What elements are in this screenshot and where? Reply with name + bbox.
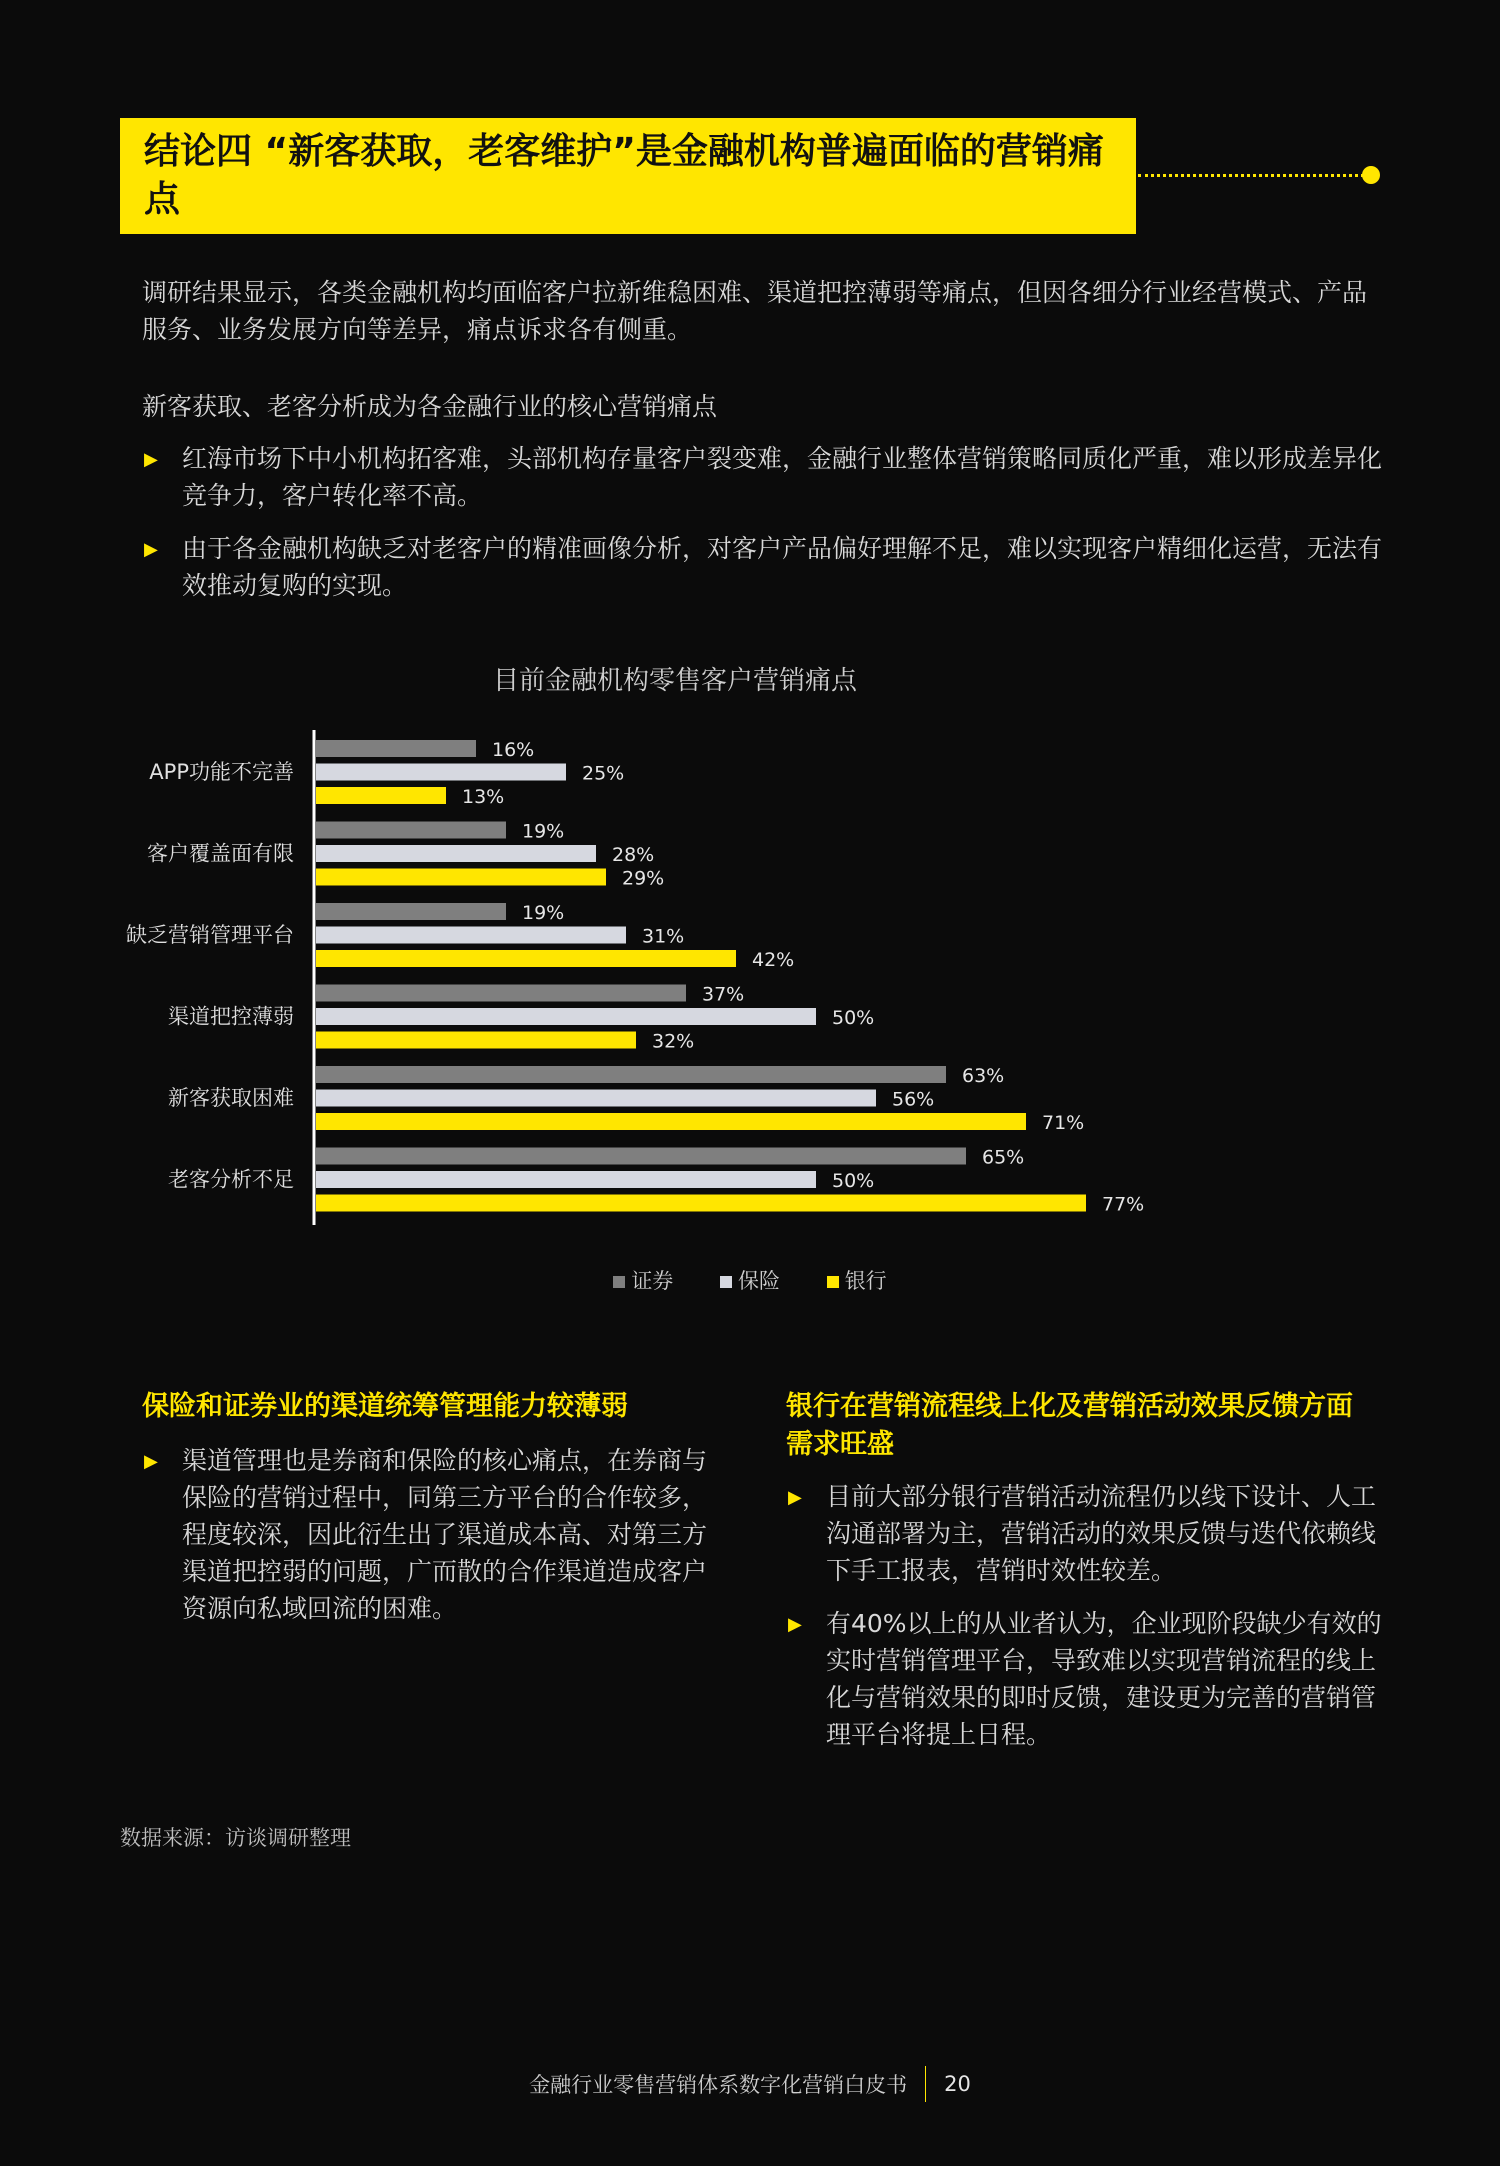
list-item [142,530,1382,604]
chart-legend [0,1265,1500,1295]
data-label: 19% [522,820,565,843]
legend-swatch-insurance [720,1276,732,1288]
bullet-text: 有40%以上的从业者认为，企业现阶段缺少有效的实时营销管理平台，导致难以实现营销流程的线上化与营销效果的即时反馈，建设更为完善的营销管理平台将提上日程。 [826,1609,1382,1749]
right-column-list [786,1478,1386,1769]
title-banner [120,118,1136,234]
main-bullet-list [142,440,1382,620]
bullet-text: 目前大部分银行营销活动流程仍以线下设计、人工沟通部署为主，营销活动的效果反馈与迭代依赖线下手工报表，营销时效性较差。 [826,1482,1377,1585]
chart-title: 目前金融机构零售客户营销痛点 [492,666,857,696]
legend-item-securities [613,1265,673,1295]
left-column-list [142,1442,720,1643]
category-label: 客户覆盖面有限 [147,841,294,866]
data-label: 56% [892,1088,935,1111]
category-label: 渠道把控薄弱 [168,1004,294,1029]
right-column-heading: 银行在营销流程线上化及营销活动效果反馈方面需求旺盛 [786,1391,1353,1460]
category-label: 缺乏营销管理平台 [126,923,294,947]
data-label: 28% [612,844,655,866]
data-label: 63% [962,1065,1005,1087]
bar-证券 [316,1066,946,1083]
bullet-text: 红海市场下中小机构拓客难，头部机构存量客户裂变难，金融行业整体营销策略同质化严重，难以形成差异化竞争力，客户转化率不高。 [182,444,1383,510]
bar-保险 [316,845,596,862]
data-label: 25% [582,762,625,785]
triangle-bullet-icon: ▶ [144,449,158,470]
bar-银行 [316,950,736,967]
triangle-bullet-icon: ▶ [144,539,158,560]
bar-保险 [316,1008,816,1025]
bar-银行 [316,869,606,886]
data-label: 42% [752,949,795,971]
list-item [142,440,1382,514]
bar-证券 [316,985,686,1002]
category-label: 新客获取困难 [168,1086,294,1110]
bar-银行 [316,1195,1086,1212]
bar-银行 [316,1113,1026,1130]
page-number: 20 [944,2072,971,2096]
triangle-bullet-icon: ▶ [788,1487,802,1508]
triangle-bullet-icon: ▶ [144,1451,158,1472]
data-label: 29% [622,867,665,890]
bar-证券 [316,903,506,920]
bar-保险 [316,927,626,944]
bullet-text: 由于各金融机构缺乏对老客户的精准画像分析，对客户产品偏好理解不足，难以实现客户精细化运营，无法有效推动复购的实现。 [182,534,1383,600]
legend-swatch-securities [613,1276,625,1288]
page-title: 结论四 “新客获取，老客维护”是金融机构普遍面临的营销痛点 [144,131,1104,220]
bar-证券 [316,822,506,839]
data-label: 13% [462,786,505,808]
bar-保险 [316,764,566,781]
bar-银行 [316,787,446,804]
data-label: 77% [1102,1193,1145,1216]
data-label: 19% [522,902,565,924]
data-label: 50% [832,1007,875,1029]
category-label: APP功能不完善 [149,760,294,784]
legend-label: 保险 [738,1269,780,1293]
legend-item-insurance [720,1265,780,1295]
title-dot-icon [1362,166,1380,184]
bar-证券 [316,1148,966,1165]
bullet-text: 渠道管理也是券商和保险的核心痛点，在券商与保险的营销过程中，同第三方平台的合作较多，程度较深，因此衍生出了渠道成本高、对第三方渠道把控弱的问题，广而散的合作渠道造成客户资源向私域回流的困难。 [182,1446,708,1623]
list-item [786,1478,1386,1589]
legend-item-bank [827,1265,887,1295]
section-subhead: 新客获取、老客分析成为各金融行业的核心营销痛点 [142,392,718,421]
legend-label: 证券 [631,1269,674,1293]
bar-银行 [316,1032,636,1049]
list-item [786,1605,1386,1753]
list-item [142,1442,720,1627]
title-dotted-line [1138,174,1370,177]
bar-保险 [316,1171,816,1188]
bar-证券 [316,740,476,757]
legend-swatch-bank [827,1276,839,1288]
intro-paragraph: 调研结果显示，各类金融机构均面临客户拉新维稳困难、渠道把控薄弱等痛点，但因各细分行业经营模式、产品服务、业务发展方向等差异，痛点诉求各有侧重。 [142,278,1368,344]
left-column-heading: 保险和证券业的渠道统筹管理能力较薄弱 [142,1391,628,1422]
footer-title: 金融行业零售营销体系数字化营销白皮书 [529,2073,908,2097]
legend-label: 银行 [844,1269,887,1293]
footer-divider [925,2066,926,2102]
data-label: 65% [982,1146,1025,1169]
data-source-note: 数据来源：访谈调研整理 [120,1826,351,1850]
data-label: 32% [652,1030,695,1053]
data-label: 71% [1042,1112,1085,1134]
bar-chart [0,730,1500,1230]
data-label: 31% [642,925,685,948]
data-label: 37% [702,983,745,1006]
category-label: 老客分析不足 [168,1167,294,1192]
data-label: 16% [492,739,535,761]
page-footer [0,2066,1500,2102]
bar-保险 [316,1090,876,1107]
triangle-bullet-icon: ▶ [788,1614,802,1635]
data-label: 50% [832,1170,875,1192]
